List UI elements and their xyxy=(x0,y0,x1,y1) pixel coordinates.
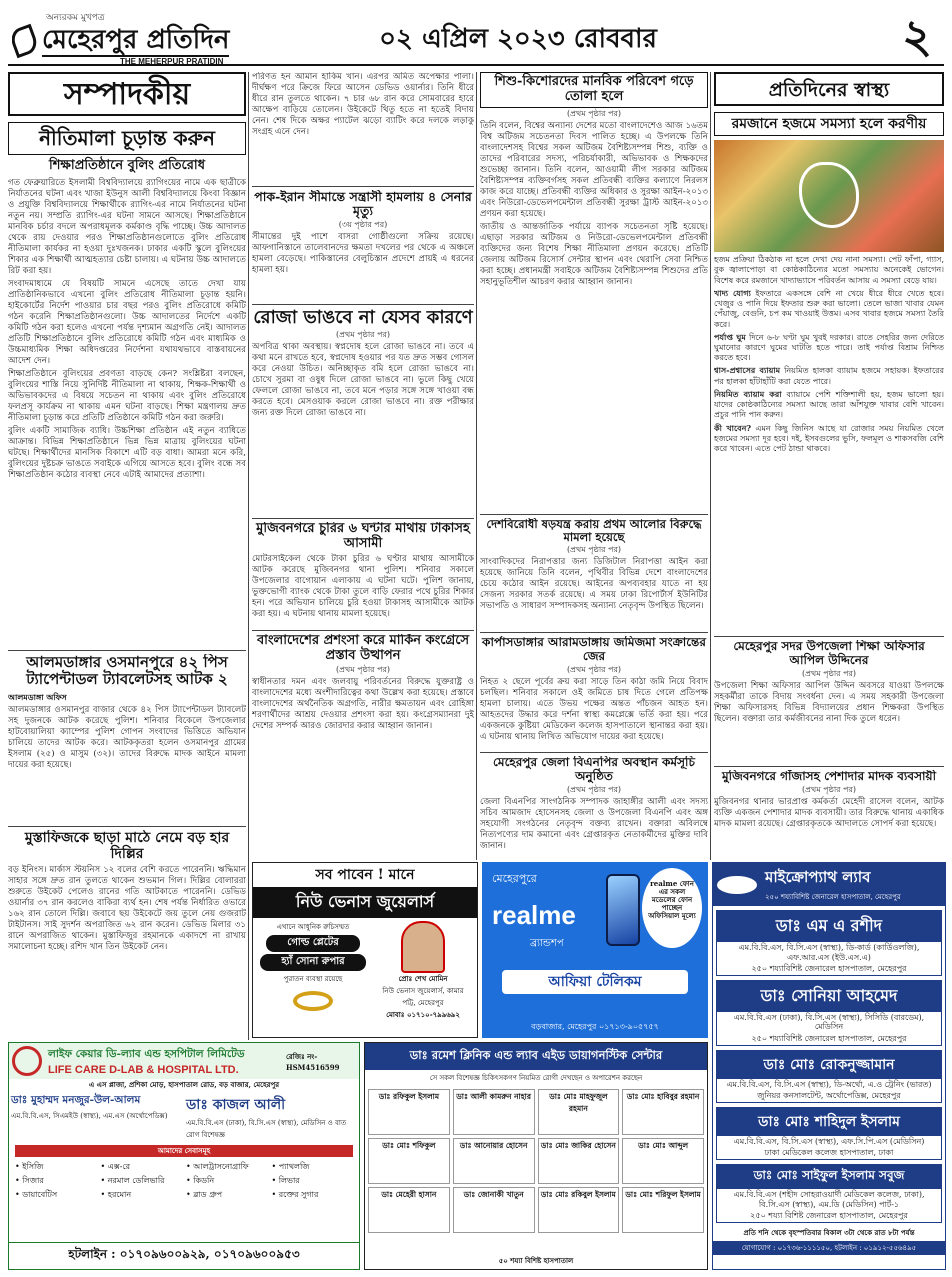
masthead-name-en: THE MEHERPUR PRATIDIN xyxy=(120,57,224,64)
lifecare-doctor-name: ডাঃ কাজল আলী xyxy=(186,1097,286,1113)
ganja-story xyxy=(714,770,944,860)
bnp-headline: মেহেরপুর জেলা বিএনপির অবস্থান কর্মসূচি অনুষ্ঠিত xyxy=(493,756,695,783)
ramesh-doctor-name: ডাঃ মোঃ শফিকুল xyxy=(382,1141,436,1150)
jewellers-phone: মোবাঃ ০১৭১০-৭৯৯৬৯২ xyxy=(386,1010,460,1019)
health-headline: রমজানে হজমে সমস্যা হলে করণীয় xyxy=(714,112,944,136)
border-attack-headline: পাক-ইরান সীমান্তে সন্ত্রাসী হামলায় ৪ সেনার মৃত্যু xyxy=(254,190,472,219)
lifecare-addr: এ এস প্লাজা, প্রশিকা মোড়, হাসপাতাল রোড, বড় বাজার, মেহেরপুর xyxy=(88,1080,280,1089)
col2-top-body: পরিণত হন আমান হাকিম খান। এরপর অমিত অপেক্ষার পালা। দীর্ঘক্ষণ পরে ক্রিজে ফিরে আসেন ডেভিড ওয়ার্নার। তিনি ধীরে ধীরে রান তুলতে থাকেন। ৭ চার ৬৮ রান করে সোমবারের হারে আক্ষেপ বাড়িয়ে তোলেন। উইকেটে থিতু হতে না হতেই বিদায় নেন। শেষ দিকে অক্ষর প্যাটেল ঝড়ো ব্যাটিং করে দলকে লড়াকু সংগ্রহ এনে দেন। xyxy=(252,72,474,137)
karpas-body: নিহত ২ ছেলে পূর্বের ক্রয় করা সাড়ে তিন কাঠা জমি নিয়ে বিবাদ চলছিল। শনিবার সকালে ওই জমিতে চাষ দিতে গেলে প্রতিপক্ষ হামলা চালায়। এতে উভয় পক্ষের অন্তত পাঁচজন আহত হন। আহতদের উদ্ধার করে দর্শনা স্বাস্থ্য কমপ্লেক্সে ভর্তি করা হয়। পরে একজনকে কুষ্টিয়া মেডিকেল কলেজ হাসপাতালে স্থানান্তর করা হয়। এ ঘটনায় থানায় লিখিত অভিযোগ দায়ের করা হয়েছে। xyxy=(480,676,708,742)
lab-logo-icon xyxy=(717,876,757,894)
ganja-sub: (প্রথম পৃষ্ঠার পর) xyxy=(801,784,857,794)
karpas-sub: (প্রথম পৃষ্ঠার পর) xyxy=(566,664,622,674)
kids-headline: শিশু-কিশোরদের মানবিক পরিবেশ গড়ে তোলা হলে xyxy=(480,72,708,108)
jewellers-line: হ্যাঁ সোনা রুপার xyxy=(260,954,366,971)
lifecare-service-item: • হরমোন xyxy=(100,1190,132,1199)
realme-shop: আফিয়া টেলিকম xyxy=(502,970,688,994)
masthead xyxy=(8,8,944,66)
us-congress-body: স্বাধীনতার দমন এবং জলবায়ু পরিবর্তনের বিরুদ্ধে যুক্তরাষ্ট্র ও বাংলাদেশের মধ্যে অংশীদারিত্বের কথা উল্লেখ করা হয়েছে। প্রস্তাবে বাংলাদেশের অর্থনৈতিক অগ্রগতি, নারীর ক্ষমতায়ন এবং রোহিঙ্গা শরণার্থীদের আশ্রয় দেওয়ার প্রশংসা করা হয়। কংগ্রেসম্যানরা দুই দেশের সম্পর্ক আরও জোরদার করার আহ্বান জানান। xyxy=(252,676,474,731)
realme-ad xyxy=(482,862,708,1038)
ramesh-doctor-card xyxy=(538,1089,620,1135)
lifecare-hotline: হটলাইন : ০১৭০৯৬০০৯২৯, ০১৭০৯৬০০৯৫৩ xyxy=(9,1242,359,1269)
doctor-addr: ঢাকা মেডিকেল কলেজ হাসপাতাল, ঢাকা xyxy=(764,1148,894,1158)
realme-top: মেহেরপুরে xyxy=(492,872,537,885)
lifecare-name: লাইফ কেয়ার ডি-ল্যাব এন্ড হসপিটাল লিমিটেড xyxy=(48,1047,245,1060)
theft-story xyxy=(252,522,474,628)
tapentadol-headline: আলমডাঙ্গার ওসমানপুরে ৪২ পিস ট্যাপেন্টাডল ট্যাবলেটসহ আটক ২ xyxy=(26,654,228,689)
editorial-banner: সম্পাদকীয় xyxy=(8,72,246,116)
lifecare-service-item: • ব্লাড গ্রুপ xyxy=(186,1190,223,1199)
realme-callout: realme ফোন এর সকল মডেলের ফোন পাচ্ছেন অফিসিয়াল মূল্যে xyxy=(642,868,702,948)
health-section xyxy=(714,72,944,632)
doctor-degree: এম.বি.বি.এস (ঢাকা), বি.সি.এস (স্বাস্থ্য), সিসিডি (বারডেম), মেডিসিন xyxy=(733,1012,925,1032)
jewellers-line: পুরাতন ব্যবস্থা রয়েছে xyxy=(283,975,343,983)
lifecare-name-en: LIFE CARE D-LAB & HOSPITAL LTD. xyxy=(48,1063,239,1076)
ramesh-doctor-card xyxy=(368,1089,450,1135)
edu-officer-headline: মেহেরপুর সদর উপজেলা শিক্ষা অফিসার আপিল উদ্দিনের xyxy=(733,640,925,667)
ramesh-doctor-name: ডাঃ মোঃ হাবিবুর রহমান xyxy=(626,1092,700,1101)
doctor-addr: জুনিয়র কনসালটেন্ট, অর্থোপেডিক্স, মেহেরপুর xyxy=(757,1091,901,1101)
doctor-name: ডাঃ মোঃ শাহিদুল ইসলাম xyxy=(717,1108,941,1136)
lifecare-service-item: • এক্স-রে xyxy=(100,1162,131,1171)
lifecare-service-item: • কিডনি xyxy=(186,1176,215,1185)
us-congress-story xyxy=(252,634,474,860)
ramesh-doctor-name: ডাঃ মেহেরী হাসান xyxy=(381,1190,437,1199)
ramesh-doctor-name: ডাঃ জোনাকী খাতুন xyxy=(463,1190,524,1199)
bnp-sub: (প্রথম পৃষ্ঠার পর) xyxy=(566,784,622,794)
kids-story xyxy=(480,72,708,512)
page-number: ২ xyxy=(902,9,932,63)
realme-name: realme xyxy=(492,900,576,930)
tapentadol-dateline: আলমডাঙ্গা অফিস xyxy=(8,691,67,702)
edu-officer-body: উপজেলা শিক্ষা অফিসার আপিল উদ্দিন অবসরে যাওয়া উপলক্ষে সহকর্মীরা তাকে বিদায় সংবর্ধনা দেন। এ সময় সহকারী উপজেলা শিক্ষা অফিসারসহ বিভিন্ন বিদ্যালয়ের প্রধান শিক্ষকরা উপস্থিত ছিলেন। বক্তারা তার কর্মজীবনের নানা দিক তুলে ধরেন। xyxy=(714,680,944,724)
border-attack-body: সীমান্তের দুই পাশে বাসরা গোষ্ঠীগুলো সক্রিয় রয়েছে। আফগানিস্তানে তালেবানদের ক্ষমতা দখলের পর থেকে এ অঞ্চলে হামলা বেড়েছে। পাকিস্তানের বেলুচিস্তান প্রদেশে প্রায়ই এ ধরনের হামলা হয়। xyxy=(252,231,474,275)
health-tip-title: নিয়মিত ব্যায়াম করা xyxy=(714,388,782,399)
masthead-name: মেহেরপুর প্রতিদিন xyxy=(42,25,230,55)
health-tip: নিয়মিত হালকা ব্যায়াম হজমে সহায়ক। ইফতারের পর হালকা হাঁটাহাঁটি করা যেতে পারে। xyxy=(714,366,944,386)
prothom-alo-body: সাংবাদিকদের নিরাপত্তার জন্য ডিজিটাল নিরাপত্তা আইন করা হয়েছে জানিয়ে তিনি বলেন, পৃথিবীর বিভিন্ন দেশে বাংলাদেশের চেয়ে কঠোর আইন রয়েছে। আইনের অপব্যবহার যাতে না হয় সেজন্য সরকার সতর্ক রয়েছে। এ সময় ঢাকা রিপোর্টার্স ইউনিটির সভাপতি ও সাধারণ সম্পাদকসহ অন্যান্য নেতৃবৃন্দ উপস্থিত ছিলেন। xyxy=(480,557,708,612)
lifecare-doctor-degree: এম.বি.বি.এস, সিএমইউ (স্বাস্থ্য), এম.এস (অর্থোপেডিক্স) xyxy=(11,1112,168,1120)
ramesh-doctor-name: ডাঃ মোঃ শরিফুল ইসলাম xyxy=(625,1190,701,1199)
lifecare-reg: রেজিঃ নং-HSM4516599 xyxy=(286,1051,340,1072)
ramesh-addr: সে সকল বিশেষজ্ঞ চিকিৎসকগণ নিয়মিত রোগী দেখছেন ও অপারেশন করছেন xyxy=(429,1074,643,1082)
roza-headline: রোজা ভাঙবে না যেসব কারণে xyxy=(253,308,473,328)
ramesh-footer: ৫০ শয্যা বিশিষ্ট হাসপাতাল xyxy=(498,1256,574,1265)
ramesh-clinic-ad xyxy=(364,1042,708,1270)
karpas-headline: কার্পাসডাঙ্গার আরামডাঙ্গায় জমিজমা সংক্রান্তের জের xyxy=(482,636,706,663)
jewellers-prop: প্রোঃ শেখ মোমিন xyxy=(398,974,448,983)
health-tip-title: কী খাবেন? xyxy=(714,422,752,433)
roza-body: অপবিত্র থাকা অবস্থায়। স্বপ্নদোষ হলে রোজা ভাঙবে না। তবে এ কথা মনে রাখতে হবে, স্বপ্নদোষ হওয়ার পর যত দ্রুত সম্ভব গোসল করে নেওয়া উচিত। অনিচ্ছাকৃত বমি হলে রোজা ভাঙবে না। চোখে সুরমা বা ওষুধ দিলে রোজা ভাঙবে না। ভুলে কিছু খেয়ে ফেললে রোজা ভাঙবে না, তবে মনে পড়ার সঙ্গে সঙ্গে খাওয়া বন্ধ করতে হবে। মেসওয়াক করলে রোজা ভাঙবে না। রক্ত পরীক্ষার জন্য রক্ত দিলে রোজা ভাঙবে না। xyxy=(252,341,474,418)
ramesh-doctor-card xyxy=(368,1138,450,1184)
doctor-card xyxy=(716,1050,942,1103)
doctor-name: ডাঃ মোঃ রোকনুজ্জামান xyxy=(717,1051,941,1079)
editorial-paragraph: বুলিং একটি সামাজিক ব্যাধি। উচ্চশিক্ষা প্রতিষ্ঠান এই নতুন ব্যাধিতে আক্রান্ত। বিভিন্ন শিক্ষাপ্রতিষ্ঠানে ভিন্ন ভিন্ন মাত্রায় বুলিংয়ের ঘটনা ঘটছে। শিক্ষার্থীদের মানসিক বিকাশে এটি বড় বাধা। আমরা মনে করি, বুলিংয়ের দুষ্টচক্র ভাঙতে সবাইকে এগিয়ে আসতে হবে। বুলিং বন্ধে সব শিক্ষাপ্রতিষ্ঠান কঠোর ব্যবস্থা নেবে এটাই আমাদের প্রত্যাশা। xyxy=(8,425,246,480)
lifecare-service-item: • লিভার xyxy=(271,1176,300,1185)
lifecare-service-item: • নরমাল ডেলিভারি xyxy=(100,1176,165,1185)
lifecare-service-item: • ইসিজি xyxy=(15,1162,44,1171)
realme-sub: ব্র্যান্ডশপ xyxy=(530,938,564,949)
bnp-body: জেলা বিএনপির সাংগঠনিক সম্পাদক জাহাঙ্গীর আলী এবং সদস্য সচিব আমজাদ হোসেনসহ জেলা ও উপজেলা বিএনপি এবং অঙ্গ সহযোগী সংগঠনের নেতৃবৃন্দ বক্তব্য রাখেন। বক্তারা অবিলম্বে নিত্যপণ্যের দাম কমানো এবং গ্রেপ্তারকৃত নেতাকর্মীদের মুক্তির দাবি জানান। xyxy=(480,796,708,851)
jewellers-top: সব পাবেন ! মানে xyxy=(315,867,415,883)
karpas-story xyxy=(480,636,708,748)
lifecare-service-item: • প্যাথলজি xyxy=(271,1162,310,1171)
editorial-paragraph: শিক্ষাপ্রতিষ্ঠানে বুলিংয়ের প্রবণতা বাড়ছে কেন? সংশ্লিষ্টরা বলছেন, বুলিংয়ের শাস্তি নিয়ে সুনির্দিষ্ট নীতিমালা না থাকায়, শিক্ষক-শিক্ষার্থী ও অভিভাবকদের এ বিষয়ে সচেতন না থাকায় এবং বুলিং প্রতিরোধে ফলপ্রসূ কার্যক্রম না থাকায় এমন ঘটনা বাড়ছে। শিক্ষা মন্ত্রণালয় দ্রুত নীতিমালা চূড়ান্ত করে প্রতিটি প্রতিষ্ঠানে কমিটি গঠন করা জরুরি। xyxy=(8,368,246,423)
health-banner: প্রতিদিনের স্বাস্থ্য xyxy=(714,72,944,106)
masthead-logo xyxy=(12,10,252,64)
doctor-addr: ২৫০ শয্যাবিশিষ্ট জেনারেল হাসপাতাল, মেহেরপুর xyxy=(751,964,907,974)
ramesh-doctor-card xyxy=(538,1187,620,1233)
lab-addr: ২৫০ শয্যাবিশিষ্ট জেনারেল হাসপাতাল, মেহেরপুর xyxy=(765,893,901,901)
ring-icon xyxy=(293,991,333,1011)
doctor-addr: ২৫০ শয্যা বিশিষ্ট জেনারেল হাসপাতাল, মেহেরপুর xyxy=(750,1211,908,1221)
ramesh-doctor-grid xyxy=(365,1086,707,1236)
ramesh-doctor-card xyxy=(453,1187,535,1233)
health-body xyxy=(714,255,944,454)
border-attack-sub: (৩য় পৃষ্ঠার পর) xyxy=(338,219,388,229)
jewellers-addr: নিউ ভেনাস জুয়েলার্স, কামার পট্টি, মেহেরপুর xyxy=(382,987,464,1007)
theft-headline: মুজিবনগরে চুরির ৬ ঘন্টার মাথায় টাকাসহ আসামী xyxy=(256,522,470,551)
health-paragraph: হজম প্রক্রিয়া ঠিকঠাক না হলে দেখা দেয় নানা সমস্যা। পেট ফাঁপা, গ্যাস, বুক জ্বালাপোড়া বা কোষ্ঠকাঠিন্যের মতো সমস্যায় অনেকেই ভোগেন। বিশেষ করে রমজানে খাদ্যাভ্যাসে পরিবর্তন আসায় এ সমস্যা বেড়ে যায়। xyxy=(714,255,944,285)
health-tip: দিনে ৬-৮ ঘণ্টা ঘুম খুবই দরকার। রাতে সেহরির জন্য দেরিতে ঘুমানোর কারণে ঘুমের ঘাটতি হতে পারে। তাই পর্যাপ্ত বিশ্রাম নিশ্চিত করতে হবে। xyxy=(714,332,944,363)
ramesh-doctor-name: ডাঃ মোঃ রকিবুল ইসলাম xyxy=(540,1190,616,1199)
us-congress-headline: বাংলাদেশের প্রশংসা করে মার্কিন কংগ্রেসে প্রস্তাব উত্থাপন xyxy=(256,634,470,663)
editorial-headline: নীতিমালা চূড়ান্ত করুন xyxy=(8,122,246,155)
lifecare-logo-icon xyxy=(12,1046,42,1076)
micropath-ad xyxy=(712,862,946,1270)
issue-date: ০২ এপ্রিল ২০২৩ রোববার xyxy=(379,24,657,54)
editorial-body xyxy=(8,178,246,481)
ramesh-doctor-card xyxy=(622,1187,704,1233)
editorial-subhead: শিক্ষাপ্রতিষ্ঠানে বুলিং প্রতিরোধ xyxy=(48,158,205,173)
doctor-name: ডাঃ সোনিয়া আহমেদ xyxy=(717,981,941,1012)
doctor-degree: এম.বি.বি.এস, বি.সি.এস (স্বাস্থ্য), ডি-কার্ড (কার্ডিওলজি), এফ.আর.এস (ইউ.এস.এ) xyxy=(738,943,920,962)
health-tip-title: পর্যাপ্ত ঘুম xyxy=(714,331,746,342)
prothom-alo-story xyxy=(480,518,708,630)
health-tip-title: শ্বাস-প্রশ্বাসের ব্যায়াম xyxy=(714,365,781,376)
logo-swoosh-icon xyxy=(12,24,40,59)
doctor-degree: এম.বি.বি.এস, বি.সি.এস (স্বাস্থ্য), ডি-অর্থো, এ.ও ট্রেনিং (ভারত) xyxy=(726,1079,932,1089)
editorial-paragraph: সংবাদমাধ্যমে যে বিষয়টি সামনে এসেছে তাতে দেখা যায় প্রাতিষ্ঠানিকভাবে এখনো বুলিং প্রতিরোধ নীতিমালা চূড়ান্ত হয়নি। হাইকোর্টের নির্দেশ পাওয়ার চার বছর পরও বুলিং প্রতিরোধে কমিটি গঠন করেনি শিক্ষাপ্রতিষ্ঠানগুলো। উচ্চ আদালতের নির্দেশে একটি কমিটি গঠন করা হলেও এখনো পর্যন্ত দৃশ্যমান অগ্রগতি নেই। আদালত প্রতিটি শিক্ষাপ্রতিষ্ঠানে বুলিং প্রতিরোধে কমিটি গঠন এবং মাধ্যমিক ও উচ্চমাধ্যমিক শিক্ষা অধিদপ্তরের নির্দেশনা যথাযথভাবে বাস্তবায়নের আদেশ দেন। xyxy=(8,278,246,366)
ramesh-doctor-card xyxy=(622,1138,704,1184)
theft-body: মোটরসাইকেল থেকে টাকা চুরির ৬ ঘণ্টার মাথায় আসামীকে আটক করেছে মুজিবনগর থানা পুলিশ। শনিবার সকালে উপজেলার বাগোয়ান এলাকায় এ ঘটনা ঘটে। পুলিশ জানায়, ভুক্তভোগী ব্যাংক থেকে টাকা তুলে বাড়ি ফেরার পথে চুরির শিকার হন। পরে অভিযান চালিয়ে চুরি হওয়া টাকাসহ আসামীকে আটক করা হয়। এ ঘটনায় থানায় মামলা হয়েছে। xyxy=(252,553,474,619)
ramesh-doctor-name: ডাঃ মোঃ আব্দুল xyxy=(638,1141,689,1150)
tapentadol-story xyxy=(8,654,246,824)
health-tip: এমন কিছু জিনিস আছে যা রোজার সময় নিয়মিত খেলে হজমের সমস্যা দূর হবে। দই, ইসবগুলের ভুসি, ফলমূল ও শাকসবজি বেশি করে খাবেন। এতে পেট ঠান্ডা থাকবে। xyxy=(714,423,944,454)
health-tip: ব্যায়ামে পেশি শক্তিশালী হয়, হজম ভালো হয়। যাদের কোষ্ঠকাঠিন্যের সমস্যা আছে তারা আঁশযুক্ত খাবার বেশি খাবেন। প্রচুর পানি পান করুন। xyxy=(714,389,944,420)
lifecare-service-item: • ডায়াবেটিস xyxy=(15,1190,58,1199)
stomach-icon xyxy=(799,162,859,228)
ganja-headline: মুজিবনগরে গাঁজাসহ পেশাদার মাদক ব্যবসায়ী xyxy=(721,770,937,783)
mustafiz-body: বড় ইনিংস। মার্কাস স্টয়নিস ১২ বলের বেশি করতে পারেননি। ঋদ্ধিমান সাহার সঙ্গে দ্রুত রান তুলতে থাকেন শুভমান গিল। দিল্লির বোলাররা শুরুতে উইকেট পেলেও রানের গতি আটকাতে পারেননি। ডেভিড ওয়ার্নার ৩৭ রান করলেও বাকিরা ব্যর্থ হন। শেষ পর্যন্ত নির্ধারিত ওভারে ১৬২ রান তোলে দিল্লি। জবাবে ছয় উইকেটে জয় তুলে নেয় গুজরাট টাইটানস। সাই সুদর্শন অপরাজিত ৬২ রান করেন। ডেভিড মিলার ৩১ রানে অপরাজিত থাকেন। মুস্তাফিজুর রহমানকে একাদশে না রাখায় সমালোচনা হচ্ছে। রশিদ খান তিন উইকেট নেন। xyxy=(8,865,246,953)
ramesh-doctor-card xyxy=(538,1138,620,1184)
doctor-name: ডাঃ এম এ রশীদ xyxy=(717,911,941,942)
kids-paragraph: তিনি বলেন, বিশ্বের অন্যান্য দেশের মতো বাংলাদেশেও আজ ১৬তম বিশ্ব অটিজম সচেতনতা দিবস পালিত হচ্ছে। এ উপলক্ষে তিনি বাংলাদেশসহ বিশ্বের সকল অটিজম বৈশিষ্ট্যসম্পন্ন শিশু, ব্যক্তি ও তাদের পরিবারের সদস্য, পরিচর্যাকারী, অভিভাবক ও শিক্ষকদের শুভেচ্ছা জানান। তিনি বলেন, আওয়ামী লীগ সরকার অটিজম বৈশিষ্ট্যসম্পন্ন ব্যক্তিবর্গসহ সকল প্রতিবন্ধী ব্যক্তির কল্যাণে নিরলস কাজ করে যাচ্ছে। প্রতিবন্ধী ব্যক্তির অধিকার ও সুরক্ষা আইন-২০১৩ এবং নিউরো-ডেভেলপমেন্টাল প্রতিবন্ধী সুরক্ষা ট্রাস্ট আইন-২০১৩ প্রণয়ন করা হয়েছে। xyxy=(480,120,708,219)
ramesh-doctor-name: ডাঃ আলী কামরুন নাহার xyxy=(456,1092,531,1101)
ramesh-name: ডাঃ রমেশ ক্লিনিক এন্ড ল্যাব এইড ডায়াগনস্টিক সেন্টার xyxy=(365,1043,707,1070)
ramesh-doctor-card xyxy=(453,1138,535,1184)
editorial-section xyxy=(8,72,246,648)
border-attack-story xyxy=(252,190,474,302)
doctor-addr: ২৫০ শয্যাবিশিষ্ট জেনারেল হাসপাতাল, মেহেরপুর xyxy=(751,1033,907,1043)
lifecare-service-item: • রক্তের সুগার xyxy=(271,1190,319,1199)
ramesh-doctor-card xyxy=(368,1187,450,1233)
us-congress-sub: (প্রথম পৃষ্ঠার পর) xyxy=(335,664,391,674)
lifecare-doctor-degree: এম.বি.বি.এস (ঢাকা), বি.সি.এস (স্বাস্থ্য), মেডিসিন ও বাত রোগ বিশেষজ্ঞ xyxy=(186,1119,347,1139)
tapentadol-body: আলমডাঙ্গার ওসমানপুর বাজার থেকে ৪২ পিস ট্যাপেন্টাডল ট্যাবলেট সহ দুজনকে আটক করেছে পুলিশ। শনিবার বিকেলে উপজেলার হাটবোয়ালিয়া ক্যাম্পের পুলিশ গোপন সংবাদের ভিত্তিতে অভিযান চালিয়ে তাদের আটক করে। আটককৃতরা হলেন ওসমানপুর গ্রামের ইসলাম (২৫) ও মাসুম (৩২)। তাদের বিরুদ্ধে মাদক আইনে মামলা দায়ের করা হয়েছে। xyxy=(8,704,246,770)
ramesh-doctor-card xyxy=(453,1089,535,1135)
lifecare-services-title: আমাদের সেবাসমূহ xyxy=(15,1145,353,1157)
lab-name: মাইক্রোপ্যাথ ল্যাব xyxy=(765,868,871,886)
doctor-degree: এম.বি.বি.এস, বি.সি.এস (স্বাস্থ্য), এফ.সি.পি.এস (মেডিসিন) xyxy=(733,1136,925,1146)
kids-body xyxy=(480,121,708,288)
prothom-alo-sub: (প্রথম পৃষ্ঠার পর) xyxy=(566,545,622,555)
doctor-card xyxy=(716,910,942,976)
doctor-card xyxy=(716,1164,942,1223)
edu-officer-sub: (প্রথম পৃষ্ঠার পর) xyxy=(801,668,857,678)
masthead-tagline: অন্যরকম মুখপত্র xyxy=(46,13,105,23)
mustafiz-story xyxy=(8,830,246,1038)
jewellers-line: গোল্ড প্লেটের xyxy=(266,935,360,952)
lifecare-service-item: • সিজার xyxy=(15,1176,44,1185)
realme-addr: বড়বাজার, মেহেরপুর ০১৭১৩-৯০৫৭৫৭ xyxy=(531,1022,659,1031)
edu-officer-story xyxy=(714,640,944,764)
health-tip: ইফতারে একসঙ্গে বেশি না খেয়ে ধীরে ধীরে খেতে হবে। খেজুর ও পানি দিয়ে ইফতার শুরু করা ভালো। তেলে ভাজা খাবার যেমন পেঁয়াজু, বেগুনি, চপ কম খাওয়াই উত্তম। এসব খাবার হজমে সমস্যা তৈরি করে। xyxy=(714,288,944,329)
bnp-story xyxy=(480,756,708,860)
jewellers-line: এখানে আধুনিক রুচিসম্মত xyxy=(276,923,350,931)
kids-sub: (প্রথম পৃষ্ঠার পর) xyxy=(566,108,622,118)
doctor-name: ডাঃ মোঃ সাইফুল ইসলাম সবুজ xyxy=(717,1165,941,1189)
lifecare-ad xyxy=(8,1042,360,1270)
mustafiz-headline: মুস্তাফিজকে ছাড়া মাঠে নেমে বড় হার দিল্লির xyxy=(24,830,230,863)
lifecare-doctor-name: ডাঃ মুহাম্মদ মনজুর-উল-আলম xyxy=(11,1094,141,1106)
health-food-image xyxy=(714,140,944,252)
phone-icon xyxy=(606,874,640,946)
editorial-paragraph: গত ফেব্রুয়ারিতে ইসলামী বিশ্ববিদ্যালয়ে র‌্যাগিংয়ের নামে এক ছাত্রীকে নির্যাতনের ঘটনা এবং খাজা ইউনুস আলী বিশ্ববিদ্যালয়ে কিংবা বিজ্ঞান ও প্রযুক্তি বিশ্ববিদ্যালয়ে শিক্ষার্থীকে র‌্যাগিং-এর নামে নির্যাতনের ঘটনা নতুন নয়। সম্প্রতি র‌্যাগিং-এর ঘটনা সামনে আসছে। শিক্ষাপ্রতিষ্ঠানে মানবিক চর্চার বদলে অপরাধমূলক কর্মকাণ্ড বৃদ্ধি পাচ্ছে। উচ্চ আদালত থেকে রায় দেওয়ার পরও শিক্ষাপ্রতিষ্ঠানগুলোতে বুলিং প্রতিরোধ নীতিমালা কার্যকর না হওয়া দুঃখজনক। ঢাকার একটি স্কুলে বুলিংয়ের শিকার এক শিক্ষার্থী আত্মহত্যার চেষ্টা চালায়। এ ঘটনায় উচ্চ আদালতে রিট করা হয়। xyxy=(8,177,246,276)
ramesh-doctor-name: ডাঃ মোঃ মাহফুজুল রহমান xyxy=(549,1092,608,1113)
lifecare-service-item: • আলট্রাসনোগ্রাফি xyxy=(186,1162,249,1171)
doctor-degree: এম.বি.বি.এস (শহীদ সোহরাওয়ার্দী মেডিকেল কলেজ, ঢাকা), বি.সি.এস (স্বাস্থ্য), এম.ডি (মেডিসিন) পার্ট-১ xyxy=(733,1189,925,1209)
lifecare-services xyxy=(9,1159,359,1204)
ramesh-doctor-name: ডাঃ মোঃ জাকির হোসেন xyxy=(540,1141,616,1150)
doctor-card xyxy=(716,980,942,1046)
avatar xyxy=(401,921,445,973)
jewellers-name: নিউ ভেনাস জুয়েলার্স xyxy=(253,887,477,918)
doctor-card xyxy=(716,1107,942,1160)
ramesh-doctor-card xyxy=(622,1089,704,1135)
prothom-alo-headline: দেশবিরোধী ষড়যন্ত্র করায় প্রথম আলোর বিরুদ্ধে মামলা হয়েছে xyxy=(486,518,702,545)
col2-top-story xyxy=(252,72,474,184)
ganja-body: মুজিবনগর থানার ভারপ্রাপ্ত কর্মকর্তা মেহেদী রাসেল বলেন, আটক ব্যক্তি একজন পেশাদার মাদক ব্যবসায়ী। তার বিরুদ্ধে থানায় একাধিক মাদক মামলা রয়েছে। গ্রেপ্তারকৃতকে আদালতে সোপর্দ করা হয়েছে। xyxy=(714,796,944,829)
lab-footer: প্রতি শনি থেকে বৃহস্পতিবার বিকাল ৩টা থেকে রাত ৮টা পর্যন্ত xyxy=(743,1227,915,1237)
ramesh-doctor-name: ডাঃ আনোয়ার হোসেন xyxy=(459,1141,528,1150)
roza-sub: (প্রথম পৃষ্ঠার পর) xyxy=(335,329,391,339)
lab-phone: যোগাযোগ : ০১৭৩৬-১১১১৫০, হটলাইন : ০১৯১২-৫৫৬৪৯৫ xyxy=(713,1241,945,1255)
ramesh-doctor-name: ডাঃ রফিকুল ইসলাম xyxy=(378,1092,440,1101)
jewellers-ad xyxy=(252,862,478,1038)
health-tip-title: খাদ্য যোগ্য xyxy=(714,287,751,298)
roza-story xyxy=(252,308,474,516)
kids-paragraph: জাতীয় ও আন্তর্জাতিক পর্যায়ে ব্যাপক সচেতনতা সৃষ্টি হয়েছে। এছাড়া সরকার অটিজম ও নিউরো-ডেভেলপমেন্টাল প্রতিবন্ধী ব্যক্তিদের জন্য বিশেষ শিক্ষা নীতিমালা প্রণয়ন করেছে। প্রতিটি জেলায় অটিজম রিসোর্স সেন্টার স্থাপন এবং থেরাপি সেবা নিশ্চিত করা হচ্ছে। প্রধানমন্ত্রী সবাইকে অটিজম বৈশিষ্ট্যসম্পন্ন শিশুদের প্রতি সহানুভূতিশীল আচরণ করার আহ্বান জানান। xyxy=(480,221,708,287)
